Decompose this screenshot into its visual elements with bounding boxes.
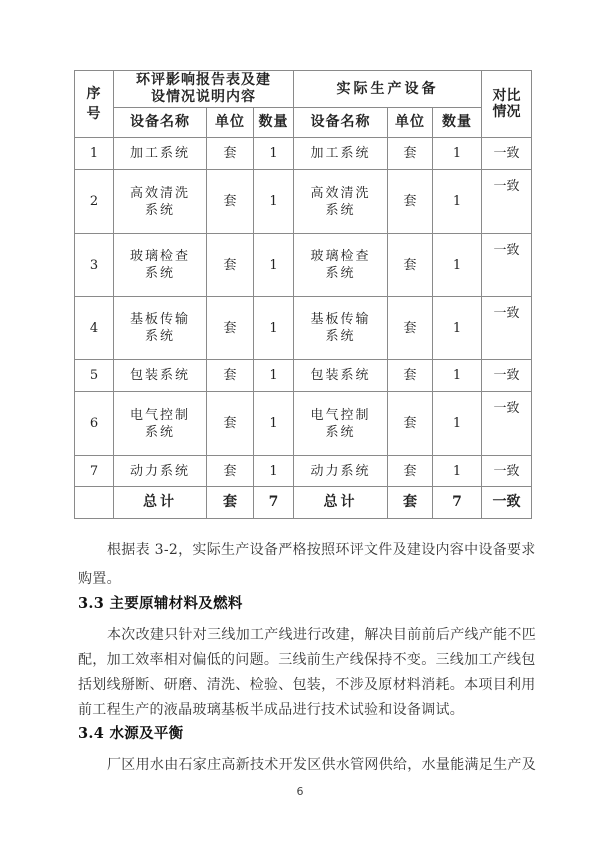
cell-eia-qty: 1 xyxy=(254,297,294,360)
cell-act-name: 玻璃检查系统 xyxy=(294,234,388,297)
cell-act-name: 基板传输系统 xyxy=(294,297,388,360)
cell-act-qty: 1 xyxy=(433,392,482,456)
section-heading-3-3: 3.3 主要原辅材料及燃料 xyxy=(78,595,243,612)
cell-eia-unit: 套 xyxy=(207,234,254,297)
section-heading-3-4: 3.4 水源及平衡 xyxy=(78,725,184,742)
total-row xyxy=(75,487,532,519)
cell-act-qty: 1 xyxy=(433,170,482,234)
cell-eia-name: 玻璃检查系统 xyxy=(114,234,207,297)
cell-act-unit: 套 xyxy=(388,170,433,234)
table-row xyxy=(75,170,532,234)
cell-act-name: 加工系统 xyxy=(294,138,388,170)
total-eia-name: 总计 xyxy=(114,487,207,519)
cell-no: 2 xyxy=(75,170,114,234)
cell-act-name: 动力系统 xyxy=(294,456,388,487)
total-act-unit: 套 xyxy=(388,487,433,519)
header-actual-group: 实际生产设备 xyxy=(294,71,482,108)
equipment-comparison-table xyxy=(74,70,532,519)
header-act-unit: 单位 xyxy=(388,108,433,138)
cell-act-qty: 1 xyxy=(433,456,482,487)
cell-act-unit: 套 xyxy=(388,297,433,360)
header-act-qty: 数量 xyxy=(433,108,482,138)
cell-eia-name: 高效清洗系统 xyxy=(114,170,207,234)
cell-compare: 一致 xyxy=(482,392,532,456)
table-row xyxy=(75,456,532,487)
cell-eia-name: 加工系统 xyxy=(114,138,207,170)
cell-eia-unit: 套 xyxy=(207,360,254,392)
paragraph-line: 购置。 xyxy=(78,571,121,587)
cell-act-unit: 套 xyxy=(388,456,433,487)
cell-eia-qty: 1 xyxy=(254,360,294,392)
cell-eia-qty: 1 xyxy=(254,170,294,234)
cell-compare: 一致 xyxy=(482,297,532,360)
total-compare: 一致 xyxy=(482,487,532,519)
header-row-2 xyxy=(75,108,532,138)
table-row xyxy=(75,297,532,360)
paragraph-line: 根据表 3-2，实际生产设备严格按照环评文件及建设内容中设备要求 xyxy=(107,542,536,558)
cell-no: 1 xyxy=(75,138,114,170)
cell-compare: 一致 xyxy=(482,360,532,392)
table-row xyxy=(75,234,532,297)
cell-compare: 一致 xyxy=(482,138,532,170)
header-eia-name: 设备名称 xyxy=(114,108,207,138)
header-row-1 xyxy=(75,71,532,108)
cell-act-qty: 1 xyxy=(433,360,482,392)
header-eia-unit: 单位 xyxy=(207,108,254,138)
cell-eia-qty: 1 xyxy=(254,234,294,297)
cell-act-unit: 套 xyxy=(388,392,433,456)
paragraph-line: 括划线掰断、研磨、清洗、检验、包装，不涉及原材料消耗。本项目利用 xyxy=(78,677,536,693)
header-seq: 序号 xyxy=(75,71,114,138)
cell-act-unit: 套 xyxy=(388,138,433,170)
cell-eia-qty: 1 xyxy=(254,138,294,170)
cell-compare: 一致 xyxy=(482,170,532,234)
header-eia-qty: 数量 xyxy=(254,108,294,138)
cell-compare: 一致 xyxy=(482,234,532,297)
cell-eia-unit: 套 xyxy=(207,297,254,360)
cell-no: 6 xyxy=(75,392,114,456)
cell-no: 3 xyxy=(75,234,114,297)
total-act-name: 总计 xyxy=(294,487,388,519)
cell-eia-qty: 1 xyxy=(254,392,294,456)
cell-no-empty xyxy=(75,487,114,519)
table-row xyxy=(75,392,532,456)
total-eia-unit: 套 xyxy=(207,487,254,519)
header-act-name: 设备名称 xyxy=(294,108,388,138)
paragraph-line: 本次改建只针对三线加工产线进行改建，解决目前前后产线产能不匹 xyxy=(107,627,536,643)
cell-act-name: 高效清洗系统 xyxy=(294,170,388,234)
cell-act-name: 电气控制系统 xyxy=(294,392,388,456)
cell-compare: 一致 xyxy=(482,456,532,487)
cell-eia-qty: 1 xyxy=(254,456,294,487)
cell-act-unit: 套 xyxy=(388,234,433,297)
cell-no: 4 xyxy=(75,297,114,360)
cell-no: 5 xyxy=(75,360,114,392)
page-number: 6 xyxy=(296,785,304,798)
cell-eia-unit: 套 xyxy=(207,392,254,456)
cell-eia-unit: 套 xyxy=(207,170,254,234)
paragraph-line: 配，加工效率相对偏低的问题。三线前生产线保持不变。三线加工产线包 xyxy=(78,652,536,668)
table-row xyxy=(75,138,532,170)
table-row xyxy=(75,360,532,392)
cell-eia-name: 电气控制系统 xyxy=(114,392,207,456)
cell-act-qty: 1 xyxy=(433,234,482,297)
cell-eia-name: 包装系统 xyxy=(114,360,207,392)
total-act-qty: 7 xyxy=(433,487,482,519)
cell-act-qty: 1 xyxy=(433,138,482,170)
total-eia-qty: 7 xyxy=(254,487,294,519)
cell-eia-name: 基板传输系统 xyxy=(114,297,207,360)
cell-no: 7 xyxy=(75,456,114,487)
header-eia-group: 环评影响报告表及建设情况说明内容 xyxy=(114,71,294,108)
header-compare: 对比情况 xyxy=(482,71,532,138)
cell-eia-unit: 套 xyxy=(207,456,254,487)
cell-act-qty: 1 xyxy=(433,297,482,360)
cell-act-name: 包装系统 xyxy=(294,360,388,392)
cell-eia-unit: 套 xyxy=(207,138,254,170)
paragraph-line: 前工程生产的液晶玻璃基板半成品进行技术试验和设备调试。 xyxy=(78,702,465,718)
paragraph-line: 厂区用水由石家庄高新技术开发区供水管网供给，水量能满足生产及 xyxy=(107,757,536,773)
cell-eia-name: 动力系统 xyxy=(114,456,207,487)
cell-act-unit: 套 xyxy=(388,360,433,392)
